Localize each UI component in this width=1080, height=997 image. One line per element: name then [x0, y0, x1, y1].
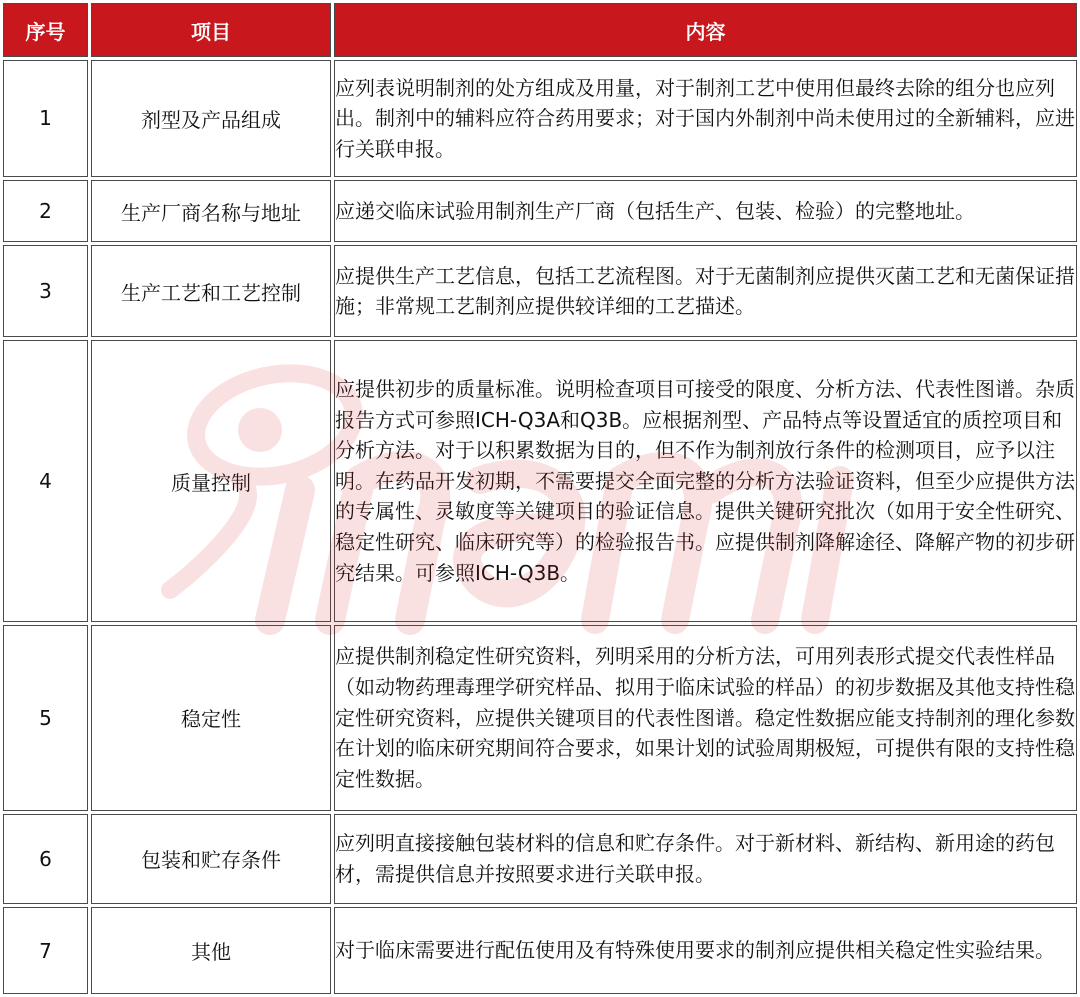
row-content: 应列表说明制剂的处方组成及用量，对于制剂工艺中使用但最终去除的组分也应列出。制剂中的辅料应符合药用要求；对于国内外制剂中尚未使用过的全新辅料，应进行关联申报。	[334, 60, 1077, 177]
row-number: 7	[3, 907, 88, 994]
row-item: 其他	[91, 907, 331, 994]
row-number: 4	[3, 340, 88, 622]
row-number: 1	[3, 60, 88, 177]
row-content: 对于临床需要进行配伍使用及有特殊使用要求的制剂应提供相关稳定性实验结果。	[334, 907, 1077, 994]
row-item: 质量控制	[91, 340, 331, 622]
row-item: 包装和贮存条件	[91, 814, 331, 905]
table-row	[3, 814, 1077, 905]
row-item: 生产工艺和工艺控制	[91, 245, 331, 337]
row-number: 6	[3, 814, 88, 905]
row-number: 5	[3, 625, 88, 810]
header-item: 项目	[91, 3, 331, 57]
table-row	[3, 245, 1077, 337]
table-row	[3, 60, 1077, 177]
row-item: 生产厂商名称与地址	[91, 180, 331, 242]
row-number: 3	[3, 245, 88, 337]
table-row	[3, 180, 1077, 242]
header-content: 内容	[334, 3, 1077, 57]
row-item: 稳定性	[91, 625, 331, 810]
row-content: 应提供初步的质量标准。说明检查项目可接受的限度、分析方法、代表性图谱。杂质报告方式可参照ICH-Q3A和Q3B。应根据剂型、产品特点等设置适宜的质控项目和分析方法。对于以积累数据为目的，但不作为制剂放行条件的检测项目，应予以注明。在药品开发初期，不需要提交全面完整的分析方法验证资料，但至少应提供方法的专属性、灵敏度等关键项目的验证信息。提供关键研究批次（如用于安全性研究、稳定性研究、临床研究等）的检验报告书。应提供制剂降解途径、降解产物的初步研究结果。可参照ICH-Q3B。	[334, 340, 1077, 622]
table-row	[3, 340, 1077, 622]
row-content: 应提供生产工艺信息，包括工艺流程图。对于无菌制剂应提供灭菌工艺和无菌保证措施；非常规工艺制剂应提供较详细的工艺描述。	[334, 245, 1077, 337]
row-content: 应递交临床试验用制剂生产厂商（包括生产、包装、检验）的完整地址。	[334, 180, 1077, 242]
table-row	[3, 625, 1077, 810]
row-content: 应提供制剂稳定性研究资料，列明采用的分析方法，可用列表形式提交代表性样品（如动物药理毒理学研究样品、拟用于临床试验的样品）的初步数据及其他支持性稳定性研究资料，应提供关键项目的代表性图谱。稳定性数据应能支持制剂的理化参数在计划的临床研究期间符合要求，如果计划的试验周期极短，可提供有限的支持性稳定性数据。	[334, 625, 1077, 810]
table-header-row	[3, 3, 1077, 57]
row-content: 应列明直接接触包装材料的信息和贮存条件。对于新材料、新结构、新用途的药包材，需提供信息并按照要求进行关联申报。	[334, 814, 1077, 905]
row-number: 2	[3, 180, 88, 242]
row-item: 剂型及产品组成	[91, 60, 331, 177]
table-row	[3, 907, 1077, 994]
header-seq: 序号	[3, 3, 88, 57]
